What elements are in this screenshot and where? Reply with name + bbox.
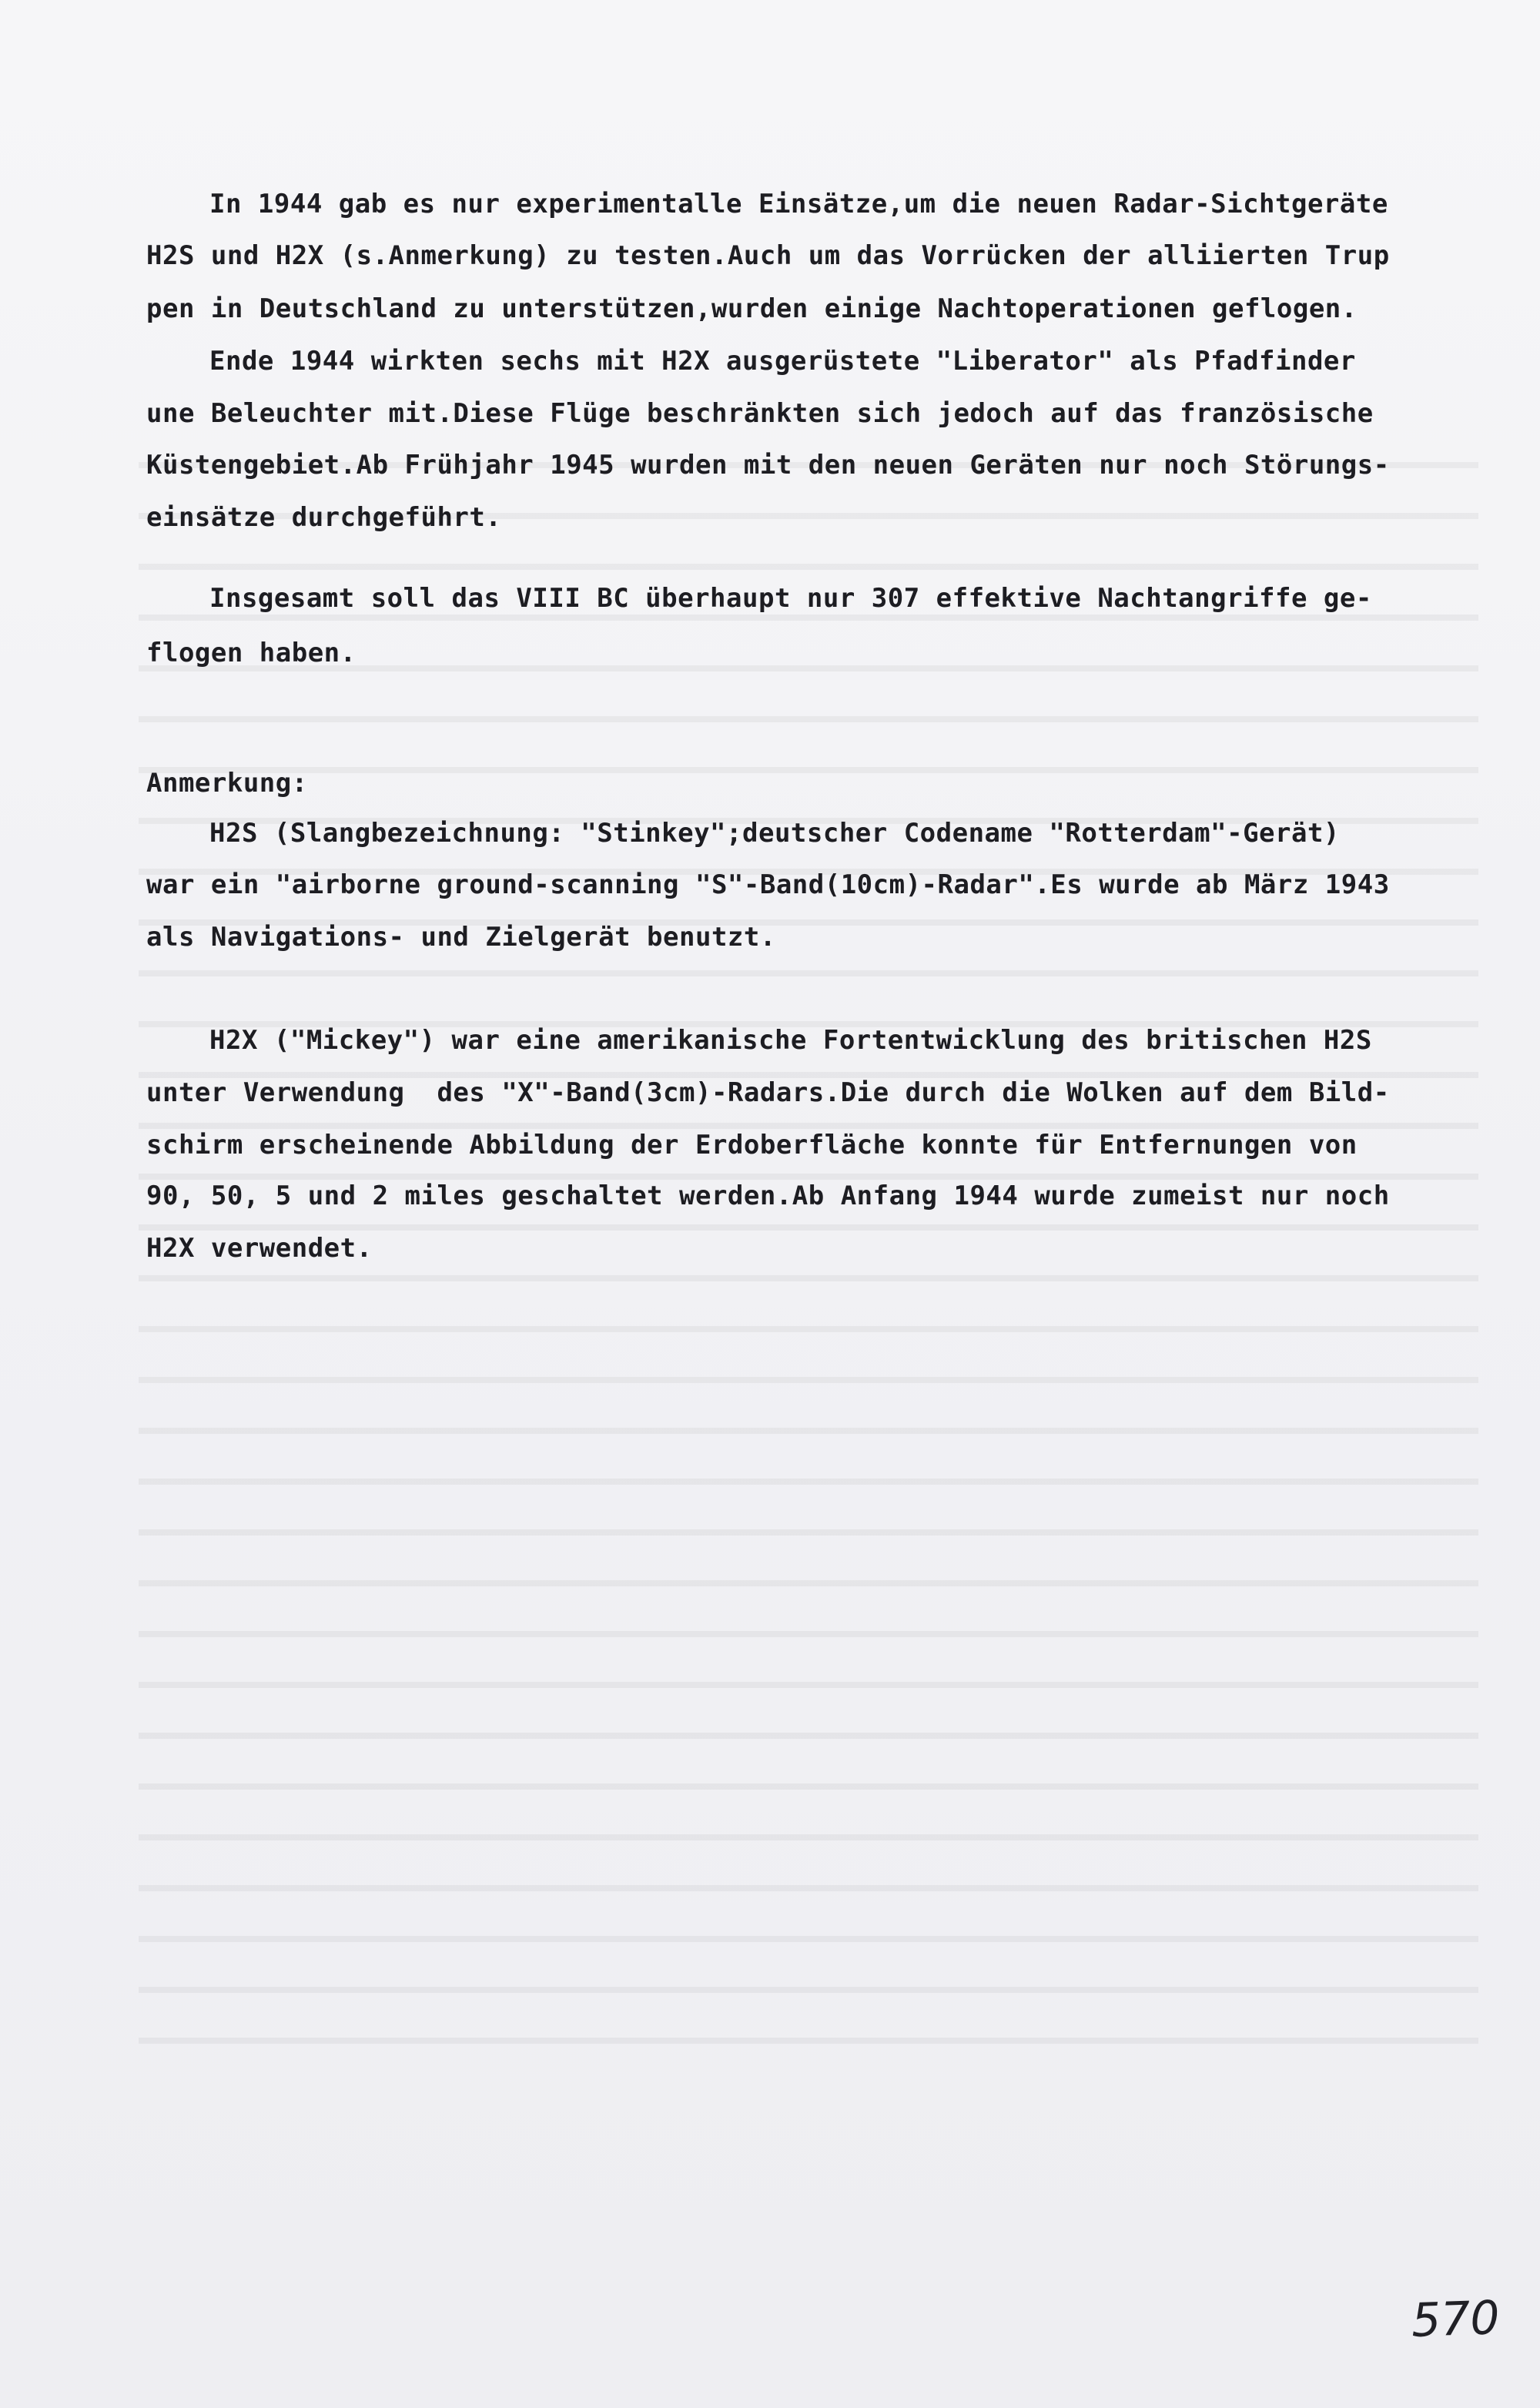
- paragraph-3-line-2: flogen haben.: [146, 638, 357, 668]
- paragraph-2-line-3: Küstengebiet.Ab Frühjahr 1945 wurden mit den neuen Geräten nur noch Störungs-: [146, 450, 1390, 481]
- paragraph-4-line-2: war ein "airborne ground-scanning "S"-Band(10cm)-Radar".Es wurde ab März 1943: [146, 869, 1390, 900]
- page-number: 570: [1411, 2291, 1502, 2348]
- paragraph-5-line-1: H2X ("Mickey") war eine amerikanische Fortentwicklung des britischen H2S: [209, 1025, 1372, 1056]
- paragraph-4-line-3: als Navigations- und Zielgerät benutzt.: [146, 922, 776, 953]
- paragraph-1-line-3: pen in Deutschland zu unterstützen,wurden einige Nachtoperationen geflogen.: [146, 293, 1358, 324]
- paragraph-3-line-1: Insgesamt soll das VIII BC überhaupt nur 307 effektive Nachtangriffe ge-: [209, 583, 1372, 614]
- paragraph-4-line-1: H2S (Slangbezeichnung: "Stinkey";deutscher Codename "Rotterdam"-Gerät): [209, 818, 1340, 849]
- paragraph-5-line-2: unter Verwendung des "X"-Band(3cm)-Radars.Die durch die Wolken auf dem Bild-: [146, 1077, 1390, 1108]
- paragraph-2-line-1: Ende 1944 wirkten sechs mit H2X ausgerüstete "Liberator" als Pfadfinder: [209, 346, 1356, 377]
- paragraph-2-line-4: einsätze durchgeführt.: [146, 502, 502, 533]
- paragraph-5-line-5: H2X verwendet.: [146, 1233, 373, 1264]
- paragraph-2-line-2: une Beleuchter mit.Diese Flüge beschränkten sich jedoch auf das französische: [146, 398, 1374, 429]
- paragraph-5-line-4: 90, 50, 5 und 2 miles geschaltet werden.Ab Anfang 1944 wurde zumeist nur noch: [146, 1181, 1390, 1211]
- note-heading: Anmerkung:: [146, 768, 308, 799]
- paragraph-1-line-1: In 1944 gab es nur experimentalle Einsätze,um die neuen Radar-Sichtgeräte: [209, 189, 1388, 219]
- paragraph-1-line-2: H2S und H2X (s.Anmerkung) zu testen.Auch um das Vorrücken der alliierten Trup: [146, 240, 1390, 271]
- paragraph-5-line-3: schirm erscheinende Abbildung der Erdoberfläche konnte für Entfernungen von: [146, 1130, 1358, 1160]
